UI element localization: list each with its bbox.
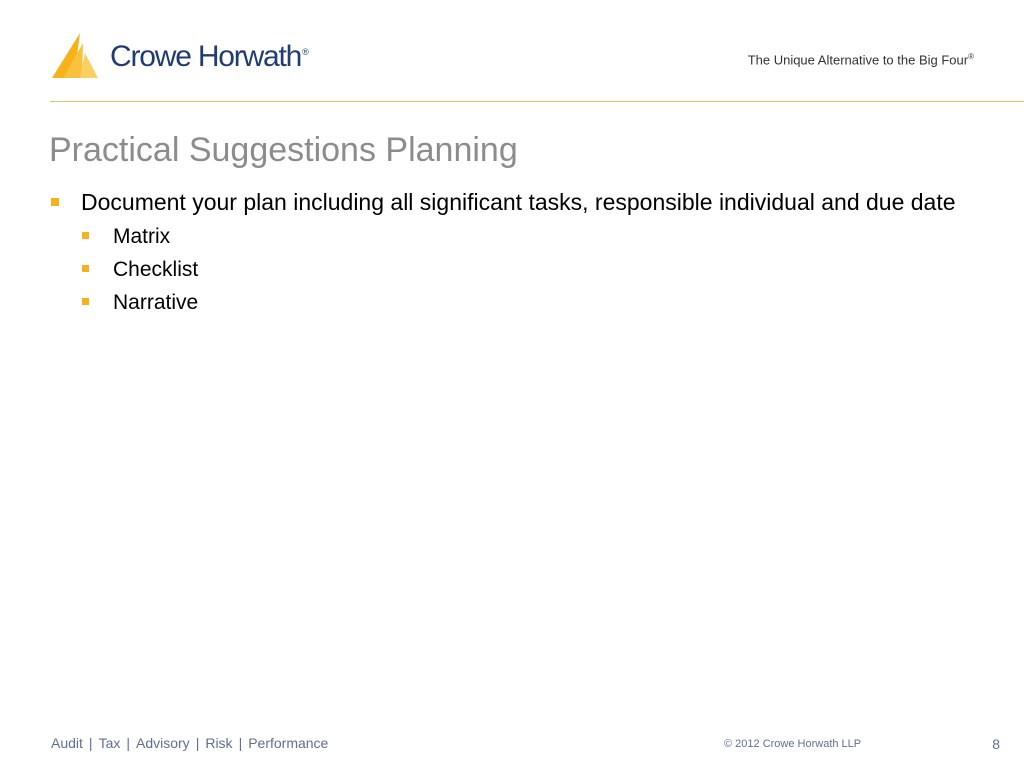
sub-bullet-text: Checklist [113, 258, 199, 281]
slide-content [50, 187, 1010, 319]
sub-bullet-text: Matrix [113, 225, 171, 248]
copyright-notice: © 2012 Crowe Horwath LLP [724, 738, 862, 750]
page-number: 8 [992, 736, 1000, 752]
logo-wordmark: Crowe Horwath® [110, 40, 309, 73]
square-bullet-icon [82, 232, 89, 239]
crowe-horwath-logo [50, 30, 309, 80]
sub-bullet-item [50, 286, 1010, 319]
footer-link-audit: Audit [51, 735, 83, 751]
slide-title: Practical Suggestions Planning [49, 131, 518, 169]
tagline: The Unique Alternative to the Big Four® [747, 52, 974, 68]
footer-separator: | [126, 735, 130, 751]
header-divider [50, 101, 1024, 102]
bullet-item [50, 187, 1010, 218]
footer-link-tax: Tax [98, 735, 121, 751]
footer-link-advisory: Advisory [136, 735, 190, 751]
square-bullet-icon [51, 198, 59, 206]
crowe-flame-icon [50, 31, 100, 79]
footer-separator: | [238, 735, 243, 751]
sub-bullet-text: Narrative [113, 291, 199, 314]
bullet-text: Document your plan including all significant tasks, responsible individual and due date [81, 189, 956, 215]
footer-link-risk: Risk [205, 735, 233, 751]
square-bullet-icon [82, 265, 89, 272]
footer-separator: | [88, 735, 93, 751]
footer-service-lines [51, 735, 328, 751]
sub-bullet-list [50, 220, 1010, 319]
square-bullet-icon [82, 298, 89, 305]
footer-separator: | [195, 735, 200, 751]
sub-bullet-item [50, 253, 1010, 286]
footer-link-performance: Performance [248, 735, 329, 751]
sub-bullet-item [50, 220, 1010, 253]
